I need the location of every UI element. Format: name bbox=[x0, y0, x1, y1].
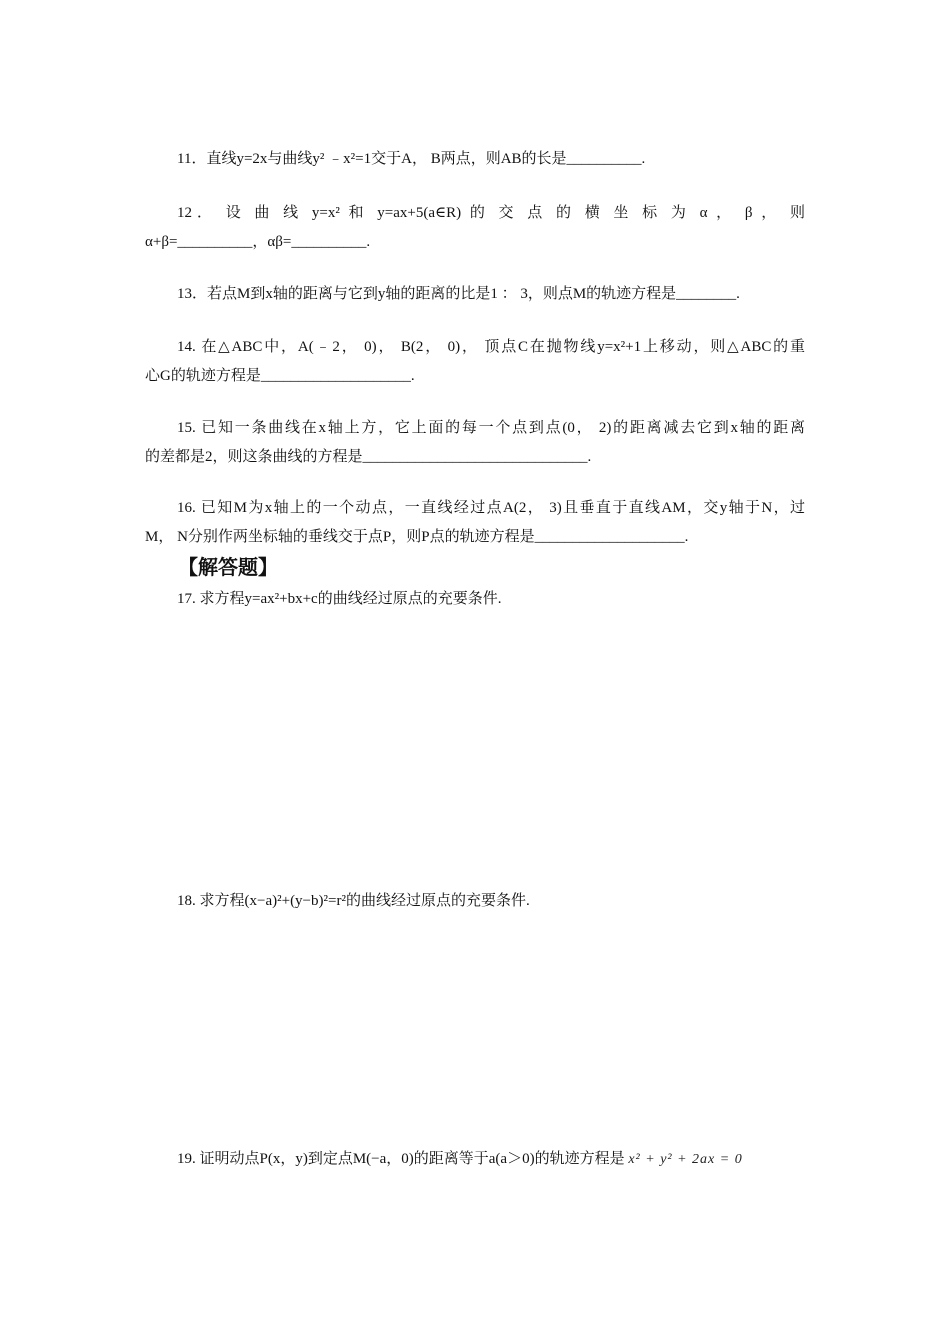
question-19-text: 19. 证明动点P(x，y)到定点M(−a，0)的距离等于a(a＞0)的轨迹方程是 bbox=[177, 1151, 625, 1167]
section-heading: 【解答题】 bbox=[178, 555, 278, 579]
question-15-line-2: 的差都是2，则这条曲线的方程是______________________________. bbox=[145, 449, 592, 465]
question-15-text-1: 15. 已知一条曲线在x轴上方，它上面的每一个点到点(0， 2)的距离减去它到x轴的距离 bbox=[177, 420, 805, 436]
question-18 bbox=[145, 885, 805, 918]
question-16-line-2: M， N分别作两坐标轴的垂线交于点P，则P点的轨迹方程是____________________. bbox=[145, 529, 689, 545]
question-17-text: 17. 求方程y=ax²+bx+c的曲线经过原点的充要条件. bbox=[177, 591, 502, 607]
question-11-text: 11．直线y=2x与曲线y² ﹣x²=1交于A， B两点，则AB的长是__________. bbox=[177, 151, 646, 167]
question-12-line-2: α+β=__________，αβ=__________. bbox=[145, 234, 371, 250]
question-13-text: 13．若点M到x轴的距离与它到y轴的距离的比是1 ： 3，则点M的轨迹方程是________. bbox=[177, 286, 740, 302]
question-19 bbox=[145, 1143, 805, 1176]
question-11 bbox=[145, 143, 805, 176]
question-17 bbox=[145, 583, 805, 616]
question-16-text-1: 16. 已知M为x轴上的一个动点，一直线经过点A(2， 3)且垂直于直线AM，交y轴于N，过 bbox=[177, 500, 805, 516]
question-18-text: 18. 求方程(x−a)²+(y−b)²=r²的曲线经过原点的充要条件. bbox=[177, 893, 530, 909]
question-19-formula: x² + y² + 2ax = 0 bbox=[628, 1152, 743, 1167]
question-13 bbox=[145, 278, 805, 311]
question-14-text-1: 14. 在△ABC中，A(﹣2， 0)， B(2， 0)， 顶点C在抛物线y=x²+1上移动，则△ABC的重 bbox=[177, 339, 805, 355]
question-12-text-1: 12． 设 曲 线 y=x² 和 y=ax+5(a∈R) 的 交 点 的 横 坐 标 为 α ， β ， 则 bbox=[177, 205, 805, 221]
question-14-line-2: 心G的轨迹方程是____________________. bbox=[145, 368, 415, 384]
